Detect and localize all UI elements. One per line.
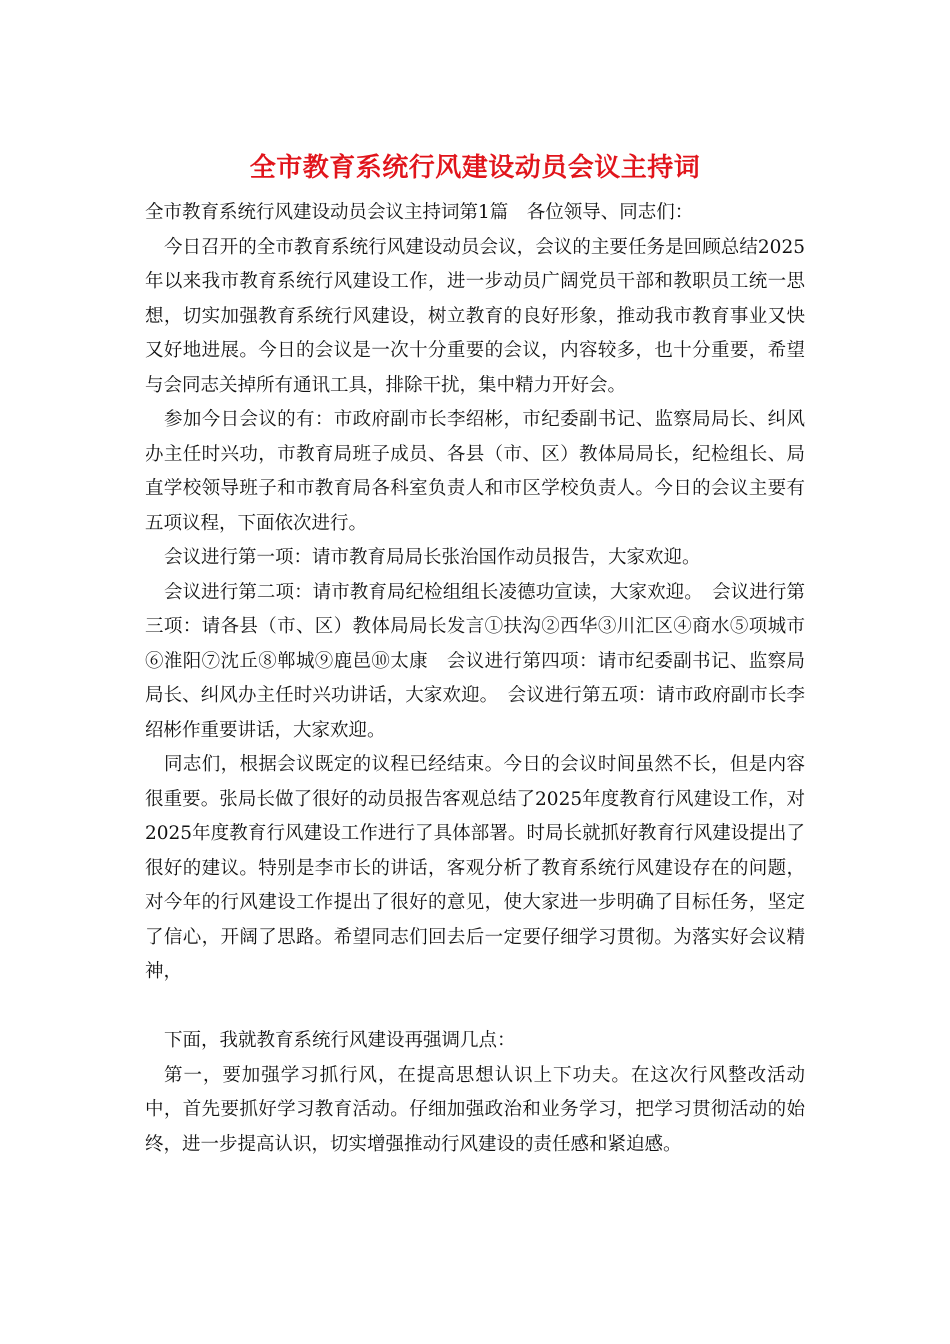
paragraph-spacer: [145, 990, 805, 1025]
paragraph-emphasis-intro: 下面，我就教育系统行风建设再强调几点：: [164, 1030, 516, 1051]
document-title: 全市教育系统行风建设动员会议主持词: [249, 153, 701, 183]
paragraph-intro: 全市教育系统行风建设动员会议主持词第1篇 各位领导、同志们：: [145, 202, 694, 223]
document-body: [145, 196, 805, 1162]
paragraph-summary: 同志们，根据会议既定的议程已经结束。今日的会议时间虽然不长，但是内容很重要。张局长做了很好的动员报告客观总结了2025年度教育行风建设工作，对2025年度教育行风建设工作进行了具体部署。时局长就抓好教育行风建设提出了很好的建议。特别是李市长的讲话，客观分析了教育系统行风建设存在的问题，对今年的行风建设工作提出了很好的意见，使大家进一步明确了目标任务，坚定了信心，开阔了思路。希望同志们回去后一定要仔细学习贯彻。为落实好会议精神，: [145, 754, 805, 982]
paragraph-opening: 今日召开的全市教育系统行风建设动员会议，会议的主要任务是回顾总结2025年以来我市教育系统行风建设工作，进一步动员广阔党员干部和教职员工统一思想，切实加强教育系统行风建设，树立教育的良好形象，推动我市教育事业又快又好地进展。今日的会议是一次十分重要的会议，内容较多，也十分重要，希望与会同志关掉所有通讯工具，排除干扰，集中精力开好会。: [145, 236, 805, 396]
paragraph-attendees: 参加今日会议的有：市政府副市长李绍彬，市纪委副书记、监察局局长、纠风办主任时兴功，市教育局班子成员、各县（市、区）教体局局长，纪检组长、局直学校领导班子和市教育局各科室负责人和市区学校负责人。今日的会议主要有五项议程，下面依次进行。: [145, 409, 805, 534]
paragraph-agenda-1: 会议进行第一项：请市教育局局长张治国作动员报告，大家欢迎。: [164, 547, 701, 568]
paragraph-point-1: 第一，要加强学习抓行风，在提高思想认识上下功夫。在这次行风整改活动中，首先要抓好学习教育活动。仔细加强政治和业务学习，把学习贯彻活动的始终，进一步提高认识，切实增强推动行风建设的责任感和紧迫感。: [145, 1064, 805, 1155]
paragraph-agenda-2-5: 会议进行第二项：请市教育局纪检组组长凌德功宣读，大家欢迎。 会议进行第三项：请各县（市、区）教体局局长发言①扶沟②西华③川汇区④商水⑤项城市⑥淮阳⑦沈丘⑧郸城⑨鹿邑⑩太康 会议进行第四项：请市纪委副书记、监察局局长、纠风办主任时兴功讲话，大家欢迎。 会议进行第五项：请市政府副市长李绍彬作重要讲话，大家欢迎。: [145, 581, 805, 741]
